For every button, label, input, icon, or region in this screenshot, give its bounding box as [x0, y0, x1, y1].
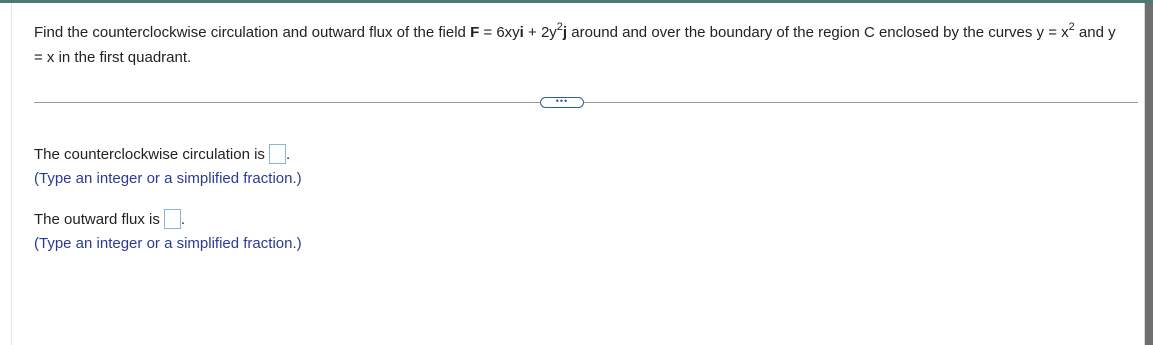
- flux-answer-input[interactable]: [164, 209, 181, 229]
- period: .: [285, 145, 291, 163]
- circulation-answer-input[interactable]: [269, 144, 286, 164]
- divider: [34, 102, 1138, 103]
- question-part: + 2y: [523, 24, 557, 41]
- unit-vector-i: i: [519, 24, 524, 41]
- circulation-prompt: The counterclockwise circulation is: [34, 145, 265, 163]
- period: .: [180, 210, 186, 228]
- exponent: 2: [1068, 21, 1075, 33]
- top-border: [0, 0, 1153, 3]
- circulation-answer-line: [34, 144, 290, 164]
- circulation-hint: (Type an integer or a simplified fraction.): [34, 170, 302, 187]
- flux-hint: (Type an integer or a simplified fraction.): [34, 235, 302, 252]
- left-rule: [11, 3, 12, 345]
- field-symbol: F: [470, 24, 480, 41]
- question-part: around and over the boundary of the region C enclosed by the curves y = x: [567, 24, 1069, 41]
- exponent: 2: [556, 21, 563, 33]
- question-text: [34, 20, 1124, 70]
- scrollbar[interactable]: [1138, 3, 1153, 345]
- unit-vector-j: j: [562, 24, 568, 41]
- flux-answer-line: [34, 209, 185, 229]
- question-part: Find the counterclockwise circulation and outward flux of the field: [34, 24, 471, 41]
- flux-prompt: The outward flux is: [34, 210, 160, 228]
- question-part: = 6xy: [479, 24, 520, 41]
- more-options-button[interactable]: •••: [540, 97, 584, 108]
- question-part: and y = x in the first quadrant.: [34, 24, 1116, 66]
